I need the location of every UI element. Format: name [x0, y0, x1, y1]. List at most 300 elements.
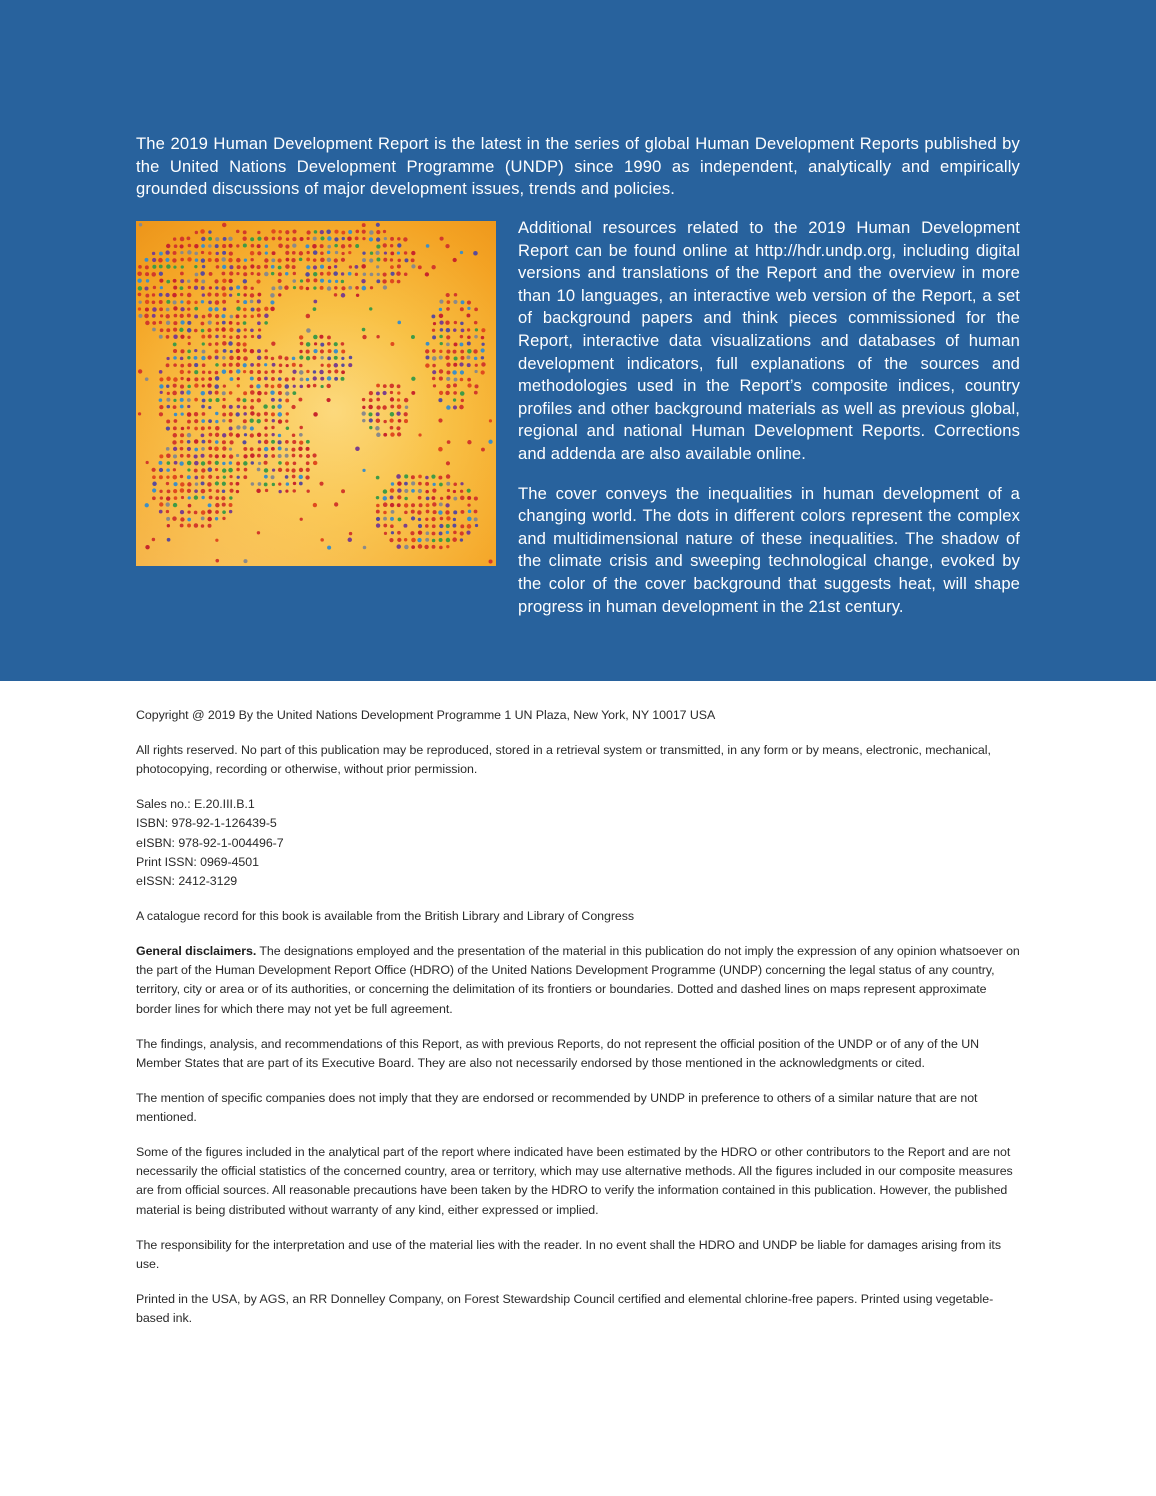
globe-dot	[285, 230, 289, 234]
globe-dot	[300, 279, 303, 282]
globe-dot	[397, 237, 400, 240]
globe-dot	[187, 426, 190, 429]
globe-dot	[425, 490, 429, 494]
globe-dot	[194, 398, 198, 402]
globe-dot	[390, 258, 393, 261]
globe-dot	[201, 300, 204, 303]
globe-dot	[390, 503, 394, 507]
globe-dot	[376, 496, 379, 499]
globe-dot	[257, 370, 261, 374]
globe-dot	[180, 524, 184, 528]
globe-dot	[466, 314, 470, 318]
globe-dot	[187, 336, 190, 339]
globe-dot	[250, 453, 255, 458]
globe-dot	[390, 412, 394, 416]
globe-dot	[390, 517, 394, 521]
globe-dot	[439, 300, 443, 304]
globe-dot	[284, 285, 288, 289]
globe-dot	[215, 314, 219, 318]
globe-dot	[223, 307, 227, 311]
globe-dot	[285, 264, 290, 269]
globe-dot	[243, 286, 247, 290]
globe-dot	[256, 412, 260, 416]
globe-dot	[431, 517, 435, 521]
globe-dot	[384, 251, 387, 254]
globe-dot	[251, 399, 254, 402]
globe-dot	[432, 329, 435, 332]
globe-dot	[445, 321, 449, 325]
globe-dot	[439, 502, 443, 506]
globe-dot	[305, 475, 309, 479]
globe-dot	[312, 244, 317, 249]
globe-dot	[390, 384, 395, 389]
globe-dot	[285, 475, 289, 479]
globe-dot	[277, 384, 282, 389]
globe-dot	[397, 432, 401, 436]
globe-dot	[293, 286, 296, 289]
globe-dot	[222, 440, 226, 444]
globe-dot	[327, 342, 331, 346]
globe-dot	[467, 440, 471, 444]
globe-dot	[300, 342, 304, 346]
globe-dot	[320, 244, 324, 248]
globe-dot	[152, 468, 156, 472]
globe-dot	[299, 426, 302, 429]
globe-dot	[306, 454, 310, 458]
globe-dot	[180, 251, 183, 254]
globe-dot	[180, 385, 184, 389]
globe-dot	[411, 264, 415, 268]
globe-dot	[404, 538, 407, 541]
globe-dot	[180, 279, 184, 283]
globe-dot	[159, 510, 163, 514]
companies-paragraph: The mention of specific companies does not imply that they are endorsed or recommended by UNDP in preference to others of a similar nature that are not mentioned.	[136, 1090, 978, 1125]
globe-dot	[334, 342, 338, 346]
globe-dot	[221, 327, 225, 331]
globe-dot	[159, 475, 163, 479]
globe-dot	[152, 475, 156, 479]
general-disclaimers-paragraph	[136, 942, 1020, 1019]
globe-dot	[292, 433, 296, 437]
globe-dot	[285, 399, 289, 403]
globe-dot	[236, 369, 240, 373]
globe-dot	[460, 307, 464, 311]
globe-dot	[446, 531, 449, 534]
globe-dot	[377, 273, 380, 276]
globe-dot	[474, 335, 478, 339]
globe-dot	[243, 293, 246, 296]
globe-dot	[221, 286, 225, 290]
globe-dot	[460, 251, 463, 254]
globe-dot	[264, 363, 267, 366]
globe-dot	[236, 462, 240, 466]
cover-info-panel	[0, 0, 1156, 681]
globe-dot	[166, 308, 170, 312]
globe-dot	[467, 383, 471, 387]
globe-dot	[186, 390, 190, 394]
globe-dot	[229, 454, 233, 458]
globe-dot	[390, 279, 394, 283]
globe-dot	[250, 405, 254, 409]
globe-dot	[159, 293, 163, 297]
globe-dot	[258, 328, 261, 331]
globe-dot	[334, 230, 338, 234]
globe-dot	[194, 489, 198, 493]
globe-dot	[432, 489, 436, 493]
globe-dot	[201, 286, 205, 290]
globe-dot	[362, 335, 366, 339]
globe-dot	[362, 230, 366, 234]
globe-dot	[208, 475, 212, 479]
globe-dot	[341, 364, 344, 367]
globe-dot	[376, 405, 380, 409]
globe-dot	[257, 237, 261, 241]
globe-dot	[376, 523, 380, 527]
globe-dot	[250, 363, 254, 367]
globe-dot	[174, 419, 178, 423]
globe-dot	[376, 412, 380, 416]
globe-dot	[265, 349, 268, 352]
globe-dot	[257, 349, 261, 353]
globe-dot	[439, 377, 443, 381]
globe-dot	[299, 468, 303, 472]
globe-dot	[172, 440, 176, 444]
globe-dot	[447, 440, 451, 444]
globe-dot	[327, 258, 331, 262]
globe-dot	[152, 328, 156, 332]
globe-dot	[320, 272, 324, 276]
globe-dot	[243, 405, 247, 409]
globe-dot	[137, 271, 142, 276]
globe-dot	[369, 398, 373, 402]
globe-dot	[215, 349, 219, 353]
globe-dot	[209, 433, 213, 437]
globe-dot	[222, 279, 226, 283]
globe-dot	[222, 251, 226, 255]
globe-dot	[243, 559, 247, 563]
globe-dot	[454, 356, 458, 360]
globe-dot	[251, 272, 254, 275]
globe-dot	[306, 468, 310, 472]
globe-dot	[299, 251, 303, 255]
globe-dot	[229, 405, 233, 409]
globe-dot	[166, 363, 170, 367]
globe-dot	[467, 517, 472, 522]
globe-dot	[181, 427, 184, 430]
globe-dot	[207, 292, 211, 296]
globe-dot	[272, 251, 276, 255]
globe-dot	[481, 343, 484, 346]
globe-dot	[229, 503, 233, 507]
globe-dot	[180, 433, 184, 437]
globe-dot	[208, 237, 212, 241]
globe-dot	[306, 265, 310, 269]
globe-dot	[187, 300, 191, 304]
globe-dot	[376, 245, 380, 249]
globe-dot	[159, 370, 163, 374]
globe-dot	[328, 266, 331, 269]
globe-dot	[243, 243, 247, 247]
globe-dot	[223, 349, 227, 353]
globe-dot	[474, 357, 478, 361]
globe-dot	[446, 482, 450, 486]
globe-dot	[229, 419, 233, 423]
globe-dot	[166, 510, 169, 513]
globe-dot	[342, 237, 345, 240]
globe-dot	[306, 370, 309, 373]
globe-dot	[181, 413, 184, 416]
globe-dot	[292, 440, 296, 444]
globe-dot	[473, 251, 478, 256]
globe-dot	[369, 307, 372, 310]
globe-dot	[159, 335, 163, 339]
globe-dot	[320, 236, 324, 240]
globe-dot	[376, 279, 380, 283]
globe-dot	[272, 483, 275, 486]
globe-dot	[236, 482, 240, 486]
globe-dot	[257, 531, 260, 534]
globe-dot	[313, 461, 317, 465]
globe-dot	[285, 490, 288, 493]
globe-dot	[278, 434, 281, 437]
globe-dot	[264, 433, 267, 436]
globe-dot	[208, 371, 211, 374]
globe-dot	[201, 251, 204, 254]
globe-dot	[229, 336, 232, 339]
globe-dot	[426, 496, 430, 500]
globe-dot	[467, 342, 471, 346]
globe-dot	[447, 300, 451, 304]
globe-dot	[179, 461, 183, 465]
globe-dot	[424, 545, 428, 549]
globe-dot	[215, 237, 219, 241]
globe-dot	[138, 286, 142, 290]
globe-dot	[180, 482, 184, 486]
globe-dot	[207, 328, 211, 332]
globe-dot	[256, 279, 260, 283]
globe-dot	[222, 321, 226, 325]
globe-dot	[165, 250, 169, 254]
globe-dot	[202, 315, 206, 319]
globe-dot	[159, 307, 163, 311]
globe-dot	[438, 476, 442, 480]
globe-dot	[397, 481, 401, 485]
globe-dot	[243, 363, 247, 367]
globe-dot	[341, 349, 345, 353]
globe-dot	[187, 489, 191, 493]
globe-dot	[215, 539, 218, 542]
globe-dot	[320, 377, 324, 381]
globe-dot	[180, 440, 184, 444]
globe-dot	[257, 447, 261, 451]
globe-dot	[376, 265, 379, 268]
globe-dot	[194, 454, 198, 458]
globe-dot	[446, 516, 450, 520]
globe-dot	[221, 496, 225, 500]
globe-dot	[221, 257, 225, 261]
globe-dot	[278, 440, 282, 444]
globe-dot	[446, 545, 449, 548]
globe-dot	[152, 300, 156, 304]
globe-dot	[264, 236, 268, 240]
globe-dot	[138, 412, 141, 415]
globe-dot	[411, 475, 415, 479]
globe-dot	[215, 300, 220, 305]
globe-dot	[229, 412, 233, 416]
globe-dot	[474, 496, 478, 500]
globe-dot	[292, 237, 296, 241]
globe-dot	[327, 245, 331, 249]
globe-dot	[236, 335, 240, 339]
globe-dot	[300, 385, 304, 389]
globe-dot	[341, 272, 344, 275]
globe-dot	[180, 258, 184, 262]
globe-dot	[264, 314, 269, 319]
globe-dot	[181, 265, 184, 268]
globe-dot	[418, 544, 423, 549]
globe-dot	[334, 349, 338, 353]
globe-dot	[326, 384, 330, 388]
globe-dot	[376, 223, 380, 227]
globe-dot	[271, 342, 275, 346]
globe-dot	[475, 328, 478, 331]
globe-dot	[466, 531, 470, 535]
globe-dot	[229, 432, 233, 436]
globe-dot	[362, 223, 366, 227]
globe-dot	[236, 285, 240, 289]
globe-dot	[209, 454, 213, 458]
globe-dot	[320, 343, 324, 347]
globe-dot	[229, 279, 233, 283]
globe-dot	[418, 265, 422, 269]
globe-dot	[173, 286, 177, 290]
globe-dot	[194, 523, 198, 527]
globe-dot	[453, 518, 456, 521]
globe-dot	[285, 448, 288, 451]
globe-dot	[187, 420, 191, 424]
globe-dot	[397, 495, 401, 499]
globe-dot	[215, 440, 219, 444]
globe-dot	[383, 502, 388, 507]
globe-dot	[243, 391, 247, 395]
globe-dot	[278, 355, 282, 359]
globe-dot	[349, 265, 352, 268]
globe-dot	[257, 356, 261, 360]
globe-dot	[306, 447, 310, 451]
globe-dot	[215, 503, 219, 507]
globe-dot	[446, 496, 450, 500]
globe-dot	[264, 371, 267, 374]
globe-dot	[299, 335, 303, 339]
globe-dot	[293, 385, 296, 388]
globe-dot	[194, 377, 198, 381]
globe-dot	[229, 271, 233, 275]
globe-dot	[362, 286, 367, 291]
globe-dot	[285, 391, 289, 395]
globe-dot	[438, 398, 442, 402]
globe-dot	[460, 350, 464, 354]
globe-dot	[180, 391, 184, 395]
globe-dot	[167, 538, 171, 542]
globe-dot	[152, 293, 155, 296]
globe-dot	[271, 385, 275, 389]
globe-dot	[228, 468, 233, 473]
globe-dot	[208, 258, 212, 262]
globe-dot	[258, 462, 261, 465]
globe-dot	[152, 496, 156, 500]
globe-dot	[376, 230, 380, 234]
globe-dot	[159, 502, 163, 506]
globe-dot	[215, 293, 219, 297]
globe-dot	[222, 413, 226, 417]
globe-dot	[243, 475, 247, 479]
globe-dot	[222, 482, 226, 486]
globe-dot	[215, 433, 219, 437]
globe-dot	[209, 496, 213, 500]
globe-dot	[293, 272, 296, 275]
globe-dot	[236, 412, 240, 416]
globe-dot	[411, 251, 415, 255]
globe-dot	[264, 440, 269, 445]
isbn: ISBN: 978-92-1-126439-5	[136, 816, 277, 831]
globe-dot	[166, 321, 170, 325]
globe-dot	[286, 258, 290, 262]
globe-dot	[160, 286, 163, 289]
globe-dot	[320, 286, 324, 290]
globe-dot	[202, 293, 205, 296]
globe-dot	[237, 405, 241, 409]
globe-dot	[460, 490, 463, 493]
globe-dot	[404, 474, 408, 478]
globe-dot	[376, 517, 380, 521]
globe-dot	[166, 468, 170, 472]
globe-dot	[397, 404, 402, 409]
globe-dot	[270, 307, 274, 311]
globe-dot	[229, 510, 232, 513]
globe-dot	[144, 287, 148, 291]
globe-dot	[159, 384, 163, 388]
globe-dot	[307, 490, 310, 493]
globe-dot	[180, 475, 183, 478]
globe-dot	[174, 413, 177, 416]
globe-dot	[411, 335, 415, 339]
globe-dot	[187, 524, 191, 528]
globe-dot	[201, 419, 205, 423]
globe-dot	[439, 546, 443, 550]
globe-dot	[244, 328, 247, 331]
globe-dot	[285, 244, 289, 248]
globe-dot	[433, 322, 436, 325]
globe-dot	[382, 405, 386, 409]
globe-dot	[334, 258, 338, 262]
globe-dot	[216, 476, 219, 479]
globe-dot	[265, 384, 269, 388]
globe-dot	[251, 461, 254, 464]
globe-dot	[306, 237, 309, 240]
globe-dot	[334, 293, 337, 296]
globe-dot	[438, 447, 443, 452]
globe-dot	[460, 496, 465, 501]
globe-dot	[397, 321, 401, 325]
globe-dot	[396, 271, 401, 276]
globe-dot	[403, 237, 407, 241]
globe-dot	[194, 349, 197, 352]
globe-dot	[362, 258, 366, 262]
globe-dot	[222, 510, 226, 514]
globe-dot	[222, 517, 225, 520]
globe-dot	[278, 461, 282, 465]
globe-dot	[440, 497, 443, 500]
